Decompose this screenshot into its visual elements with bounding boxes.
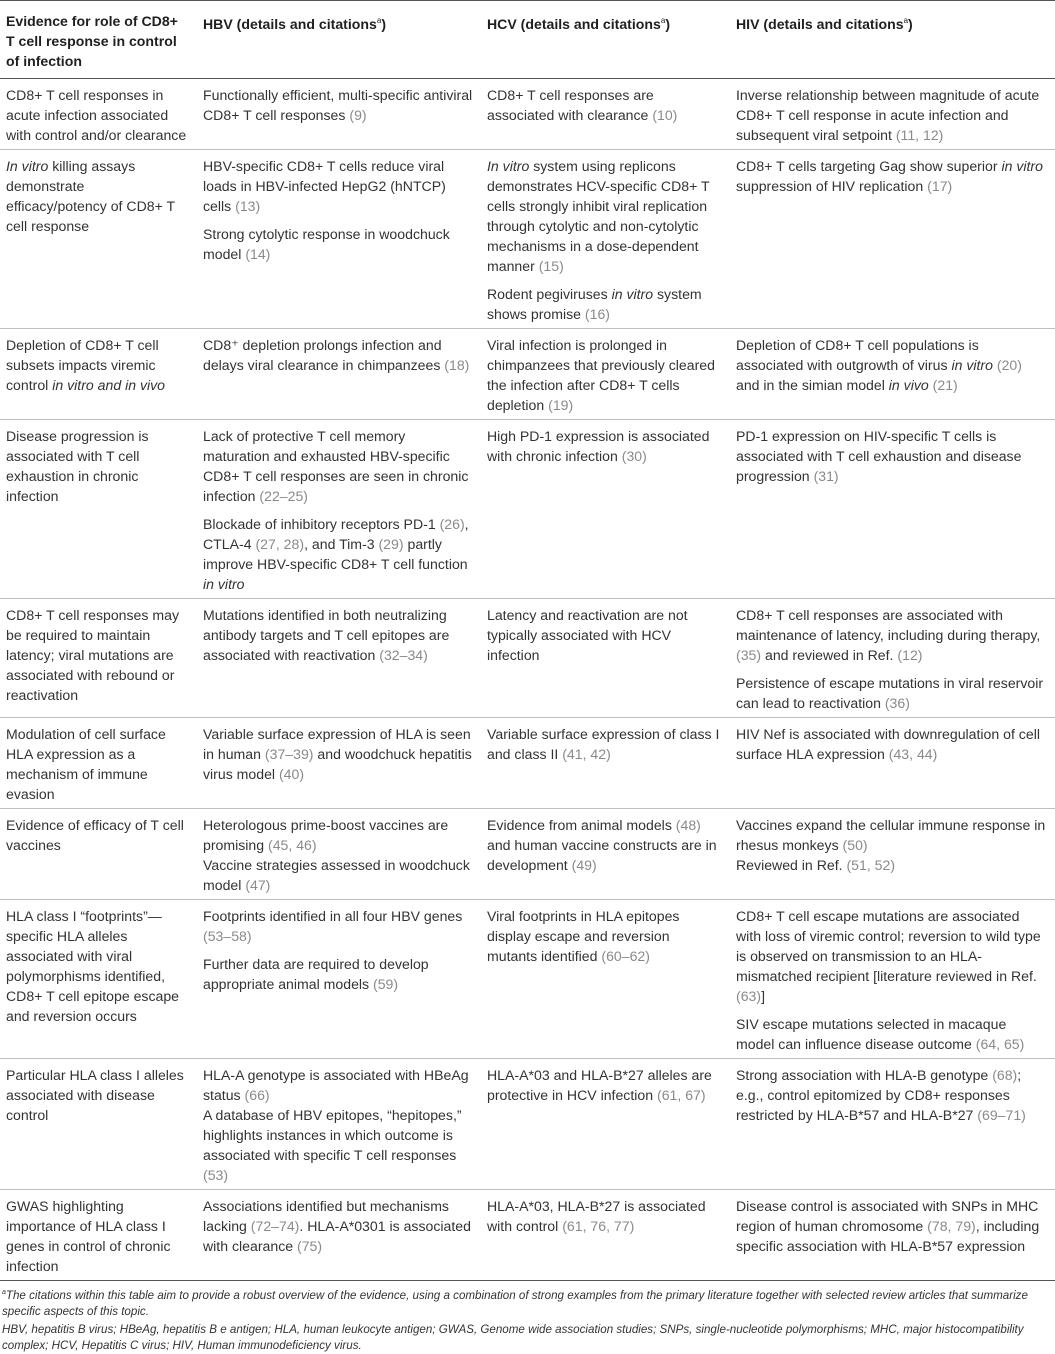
header-hcv-sup: a xyxy=(660,16,666,25)
cell-text: system using replicons demonstrates HCV-specific CD8+ T cells strongly inhibit viral replication through cytolytic and non-cytolytic mechanisms in a dose-dependent manner xyxy=(487,158,710,274)
cell-text: and in the simian model xyxy=(736,377,889,393)
hcv-cell xyxy=(481,150,730,329)
evidence-cell xyxy=(0,1059,197,1190)
header-hiv xyxy=(730,1,1055,79)
hbv-cell xyxy=(197,809,481,900)
hcv-paragraph xyxy=(487,1196,722,1236)
cell-text: HLA-A genotype is associated with HBeAg status xyxy=(203,1067,469,1103)
cell-text: and human vaccine constructs are in development xyxy=(487,837,717,873)
hiv-paragraph xyxy=(736,855,1047,875)
citation-ref: (45, 46) xyxy=(268,837,317,853)
cell-text: Disease control is associated with SNPs in MHC region of human chromosome xyxy=(736,1198,1039,1234)
hbv-paragraph xyxy=(203,605,473,665)
table-row xyxy=(0,79,1055,150)
cell-text: HLA-A*03 and HLA-B*27 alleles are protective in HCV infection xyxy=(487,1067,712,1103)
citation-ref: (20) xyxy=(996,357,1022,373)
citation-ref: (61, 76, 77) xyxy=(562,1218,635,1234)
header-hbv-suffix: ) xyxy=(381,16,387,32)
cell-text: ] xyxy=(761,988,765,1004)
hcv-cell xyxy=(481,1190,730,1281)
hbv-paragraph xyxy=(203,224,473,264)
hiv-paragraph xyxy=(736,724,1047,764)
cell-text: A database of HBV epitopes, “hepitopes,” highlights instances in which outcome is associated with specific T cell responses xyxy=(203,1107,462,1163)
hbv-paragraph xyxy=(203,335,473,375)
citation-ref: (15) xyxy=(538,258,564,274)
citation-ref: (61, 67) xyxy=(657,1087,706,1103)
cell-text: in vitro xyxy=(1001,158,1043,174)
header-row xyxy=(0,1,1055,79)
evidence-paragraph xyxy=(6,906,189,1026)
cell-text: system shows promise xyxy=(487,286,702,322)
hbv-cell xyxy=(197,420,481,599)
hcv-paragraph xyxy=(487,284,722,324)
citation-ref: (14) xyxy=(245,246,271,262)
cell-text: In vitro xyxy=(487,158,530,174)
hiv-paragraph xyxy=(736,906,1047,1006)
cell-text: partly improve HBV-specific CD8+ T cell function xyxy=(203,536,468,572)
evidence-paragraph xyxy=(6,1065,189,1125)
citation-ref: (31) xyxy=(813,468,839,484)
citation-ref: (29) xyxy=(378,536,404,552)
hiv-paragraph xyxy=(736,1065,1047,1125)
header-hbv xyxy=(197,1,481,79)
citation-ref: (9) xyxy=(349,107,367,123)
citation-ref: (60–62) xyxy=(601,948,650,964)
cell-text: , CTLA-4 xyxy=(203,516,469,552)
cell-text: HLA-A*03, HLA-B*27 is associated with control xyxy=(487,1198,706,1234)
hiv-cell xyxy=(730,329,1055,420)
hbv-paragraph xyxy=(203,156,473,216)
citation-ref: (41, 42) xyxy=(562,746,611,762)
table-body xyxy=(0,79,1055,1281)
cell-text: Modulation of cell surface HLA expression as a mechanism of immune evasion xyxy=(6,726,166,802)
hbv-cell xyxy=(197,150,481,329)
citation-ref: (53–58) xyxy=(203,928,252,944)
cell-text: in vitro xyxy=(611,286,654,302)
citation-ref: (50) xyxy=(842,837,868,853)
hcv-paragraph xyxy=(487,724,722,764)
header-hiv-label: HIV (details and citations xyxy=(736,16,904,32)
citation-ref: (63) xyxy=(736,988,762,1004)
cell-text: Blockade of inhibitory receptors PD-1 xyxy=(203,516,440,532)
footnote-abbreviations: HBV, hepatitis B virus; HBeAg, hepatitis B e antigen; HLA, human leukocyte antigen; GWAS, Genome wide association studies; SNPs, single-nucleotide polymorphisms; MHC, major histocompatibility complex; HCV, Hepatitis C virus; HIV, Human immunodeficiency virus. xyxy=(2,1323,1024,1352)
cell-text: Footprints identified in all four HBV genes xyxy=(203,908,463,924)
evidence-cell xyxy=(0,1190,197,1281)
hiv-cell xyxy=(730,1190,1055,1281)
cell-text: In vitro xyxy=(6,158,49,174)
cell-text: in vivo xyxy=(888,377,929,393)
evidence-paragraph xyxy=(6,724,189,804)
cell-text: High PD-1 expression is associated with chronic infection xyxy=(487,428,710,464)
table-row xyxy=(0,718,1055,809)
cell-text: Heterologous prime-boost vaccines are promising xyxy=(203,817,449,853)
citation-ref: (13) xyxy=(235,198,261,214)
hiv-cell xyxy=(730,420,1055,599)
citation-ref: (43, 44) xyxy=(888,746,938,762)
header-hcv xyxy=(481,1,730,79)
hiv-cell xyxy=(730,150,1055,329)
evidence-paragraph xyxy=(6,1196,189,1276)
cell-text: , including specific association with HLA-B*57 expression xyxy=(736,1218,1040,1254)
table-row xyxy=(0,329,1055,420)
hiv-paragraph xyxy=(736,156,1047,196)
hcv-cell xyxy=(481,79,730,150)
hbv-paragraph xyxy=(203,724,473,784)
citation-ref: (40) xyxy=(278,766,305,782)
hiv-paragraph xyxy=(736,426,1047,486)
cell-text: , and Tim-3 xyxy=(304,536,379,552)
cell-text: suppression of HIV replication xyxy=(736,178,928,194)
citation-ref: (16) xyxy=(584,306,610,322)
cell-text: Viral infection is prolonged in chimpanzees that previously cleared the infection after CD8+ T cells depletion xyxy=(487,337,715,413)
cell-text: PD-1 expression on HIV-specific T cells is associated with T cell exhaustion and disease progression xyxy=(736,428,1022,484)
evidence-cell xyxy=(0,79,197,150)
cell-text: and reviewed in Ref. xyxy=(761,647,898,663)
hbv-cell xyxy=(197,599,481,718)
header-hcv-label: HCV (details and citations xyxy=(487,16,661,32)
hiv-paragraph xyxy=(736,605,1047,665)
citation-ref: (30) xyxy=(621,448,647,464)
evidence-cell xyxy=(0,809,197,900)
citation-ref: (27, 28) xyxy=(255,536,305,552)
cell-text: Vaccine strategies assessed in woodchuck model xyxy=(203,857,470,893)
citation-ref: (66) xyxy=(244,1087,270,1103)
cell-text: CD8+ T cell responses are associated with clearance xyxy=(487,87,654,123)
cell-text: Persistence of escape mutations in viral reservoir can lead to reactivation xyxy=(736,675,1044,711)
cell-text: HLA class I “footprints”—specific HLA alleles associated with viral polymorphisms identified, CD8+ T cell epitope escape and reversion occurs xyxy=(6,908,180,1024)
citation-ref: (17) xyxy=(927,178,953,194)
table-row xyxy=(0,900,1055,1059)
cell-text: CD8+ T cell responses are associated with maintenance of latency, including during therapy, xyxy=(736,607,1041,643)
hcv-paragraph xyxy=(487,815,722,875)
hiv-cell xyxy=(730,79,1055,150)
header-hcv-suffix: ) xyxy=(665,16,671,32)
hiv-cell xyxy=(730,900,1055,1059)
citation-ref: (12) xyxy=(897,647,923,663)
cell-text: Variable surface expression of class I and class II xyxy=(487,726,720,762)
header-hiv-suffix: ) xyxy=(908,16,913,32)
cell-text: Functionally efficient, multi-specific antiviral CD8+ T cell responses xyxy=(203,87,473,123)
cell-text: HBV-specific CD8+ T cells reduce viral loads in HBV-infected HepG2 (hNTCP) cells xyxy=(203,158,446,214)
citation-ref: (18) xyxy=(444,357,470,373)
evidence-paragraph xyxy=(6,605,189,705)
cell-text: in vitro xyxy=(203,576,245,592)
citation-ref: (22–25) xyxy=(259,488,308,504)
hbv-cell xyxy=(197,1190,481,1281)
citation-ref: (37–39) xyxy=(264,746,314,762)
citation-ref: (59) xyxy=(373,976,399,992)
hiv-cell xyxy=(730,599,1055,718)
cell-text: Particular HLA class I alleles associated with disease control xyxy=(6,1067,184,1123)
footnote-a xyxy=(2,1285,1049,1320)
table-row xyxy=(0,1059,1055,1190)
cell-text: in vitro xyxy=(951,357,993,373)
hbv-paragraph xyxy=(203,954,473,994)
citation-ref: (51, 52) xyxy=(846,857,896,873)
hcv-cell xyxy=(481,599,730,718)
hbv-paragraph xyxy=(203,855,473,895)
hiv-paragraph xyxy=(736,85,1047,145)
footnote-a-marker: a xyxy=(2,1289,6,1296)
cell-text: Depletion of CD8+ T cell subsets impacts viremic control xyxy=(6,337,159,393)
hbv-cell xyxy=(197,900,481,1059)
hiv-paragraph xyxy=(736,673,1047,713)
citation-ref: (35) xyxy=(736,647,762,663)
citation-ref: (53) xyxy=(203,1167,229,1183)
hcv-cell xyxy=(481,900,730,1059)
citation-ref: (19) xyxy=(548,397,574,413)
cell-text: CD8⁺ depletion prolongs infection and delays viral clearance in chimpanzees xyxy=(203,337,445,373)
citation-ref: (72–74) xyxy=(250,1218,300,1234)
footnote-a-text: The citations within this table aim to provide a robust overview of the evidence, using a combination of strong examples from the primary literature together with selected review articles that summarize specific aspects of this topic. xyxy=(2,1289,1028,1318)
citation-ref: (75) xyxy=(297,1238,323,1254)
hbv-cell xyxy=(197,329,481,420)
table-row xyxy=(0,809,1055,900)
cell-text: Evidence from animal models xyxy=(487,817,676,833)
hcv-paragraph xyxy=(487,335,722,415)
table-row xyxy=(0,1190,1055,1281)
cell-text: Strong cytolytic response in woodchuck model xyxy=(203,226,450,262)
hiv-paragraph xyxy=(736,1196,1047,1256)
cell-text: Reviewed in Ref. xyxy=(736,857,847,873)
citation-ref: (26) xyxy=(439,516,465,532)
citation-ref: (68) xyxy=(992,1067,1018,1083)
hcv-paragraph xyxy=(487,156,722,276)
evidence-paragraph xyxy=(6,426,189,506)
hiv-cell xyxy=(730,718,1055,809)
evidence-paragraph xyxy=(6,85,189,145)
header-evidence-label: Evidence for role of CD8+ T cell response in control of infection xyxy=(6,13,178,69)
evidence-cell xyxy=(0,150,197,329)
cell-text: Variable surface expression of HLA is seen in human xyxy=(203,726,471,762)
table-row xyxy=(0,150,1055,329)
cell-text: Viral footprints in HLA epitopes display escape and reversion mutants identified xyxy=(487,908,680,964)
cell-text: CD8+ T cell responses in acute infection associated with control and/or clearance xyxy=(6,87,187,143)
cell-text: SIV escape mutations selected in macaque model can influence disease outcome xyxy=(736,1016,1007,1052)
cell-text: Mutations identified in both neutralizing antibody targets and T cell epitopes are associated with reactivation xyxy=(203,607,450,663)
cell-text: Strong association with HLA-B genotype xyxy=(736,1067,993,1083)
cell-text: Further data are required to develop appropriate animal models xyxy=(203,956,429,992)
citation-ref: (21) xyxy=(932,377,958,393)
evidence-cell xyxy=(0,718,197,809)
cell-text: Inverse relationship between magnitude of acute CD8+ T cell response in acute infection and subsequent viral setpoint xyxy=(736,87,1040,143)
cell-text: Rodent pegiviruses xyxy=(487,286,612,302)
table-row xyxy=(0,420,1055,599)
cell-text: Disease progression is associated with T cell exhaustion in chronic infection xyxy=(6,428,149,504)
cell-text: GWAS highlighting importance of HLA class I genes in control of chronic infection xyxy=(6,1198,171,1274)
cell-text: Latency and reactivation are not typically associated with HCV infection xyxy=(487,607,688,663)
evidence-paragraph xyxy=(6,815,189,855)
evidence-cell xyxy=(0,329,197,420)
hbv-paragraph xyxy=(203,1105,473,1185)
hiv-paragraph xyxy=(736,1014,1047,1054)
cell-text: CD8+ T cell responses may be required to maintain latency; viral mutations are associated with rebound or reactivation xyxy=(6,607,179,703)
header-hbv-label: HBV (details and citations xyxy=(203,16,377,32)
hbv-cell xyxy=(197,79,481,150)
hbv-paragraph xyxy=(203,906,473,946)
evidence-cell xyxy=(0,900,197,1059)
citation-ref: (10) xyxy=(652,107,678,123)
citation-ref: (36) xyxy=(884,695,910,711)
cell-text: HIV Nef is associated with downregulation of cell surface HLA expression xyxy=(736,726,1040,762)
hcv-paragraph xyxy=(487,605,722,665)
header-evidence xyxy=(0,1,197,79)
hcv-cell xyxy=(481,1059,730,1190)
cell-text: Vaccines expand the cellular immune response in rhesus monkeys xyxy=(736,817,1046,853)
citation-ref: (48) xyxy=(675,817,701,833)
cell-text: Lack of protective T cell memory maturation and exhausted HBV-specific CD8+ T cell responses are seen in chronic infection xyxy=(203,428,469,504)
citation-ref: (78, 79) xyxy=(927,1218,976,1234)
citation-ref: (32–34) xyxy=(379,647,428,663)
header-hbv-sup: a xyxy=(376,16,382,25)
hbv-paragraph xyxy=(203,85,473,125)
hbv-cell xyxy=(197,718,481,809)
cell-text: . HLA-A*0301 is associated with clearance xyxy=(203,1218,471,1254)
citation-ref: (11, 12) xyxy=(895,127,944,143)
citation-ref: (69–71) xyxy=(977,1107,1026,1123)
evidence-cell xyxy=(0,599,197,718)
cell-text: Associations identified but mechanisms lacking xyxy=(203,1198,449,1234)
hcv-paragraph xyxy=(487,426,722,466)
header-hiv-sup: a xyxy=(903,16,909,25)
hiv-paragraph xyxy=(736,335,1047,395)
hiv-cell xyxy=(730,809,1055,900)
hiv-paragraph xyxy=(736,815,1047,855)
citation-ref: (47) xyxy=(245,877,271,893)
table-row xyxy=(0,599,1055,718)
cell-text: ; e.g., control epitomized by CD8+ responses restricted by HLA-B*57 and HLA-B*27 xyxy=(736,1067,1022,1123)
citation-ref: (49) xyxy=(571,857,597,873)
hcv-cell xyxy=(481,809,730,900)
evidence-paragraph xyxy=(6,156,189,236)
cell-text: CD8+ T cell escape mutations are associated with loss of viremic control; reversion to wild type is observed on transmission to an HLA-mismatched recipient [literature reviewed in Ref. xyxy=(736,908,1041,984)
hcv-cell xyxy=(481,718,730,809)
hcv-cell xyxy=(481,420,730,599)
hbv-paragraph xyxy=(203,426,473,506)
cell-text: CD8+ T cells targeting Gag show superior xyxy=(736,158,1002,174)
cell-text: Depletion of CD8+ T cell populations is associated with outgrowth of virus xyxy=(736,337,979,373)
hcv-cell xyxy=(481,329,730,420)
hiv-cell xyxy=(730,1059,1055,1190)
cell-text: in vitro and in vivo xyxy=(52,377,166,393)
hbv-paragraph xyxy=(203,1196,473,1256)
evidence-paragraph xyxy=(6,335,189,395)
hbv-paragraph xyxy=(203,1065,473,1105)
hbv-paragraph xyxy=(203,514,473,594)
evidence-cell xyxy=(0,420,197,599)
hbv-cell xyxy=(197,1059,481,1190)
cell-text: killing assays demonstrate efficacy/potency of CD8+ T cell response xyxy=(6,158,175,234)
cell-text: Evidence of efficacy of T cell vaccines xyxy=(6,817,184,853)
hcv-paragraph xyxy=(487,1065,722,1105)
citation-ref: (64, 65) xyxy=(975,1036,1025,1052)
hbv-paragraph xyxy=(203,815,473,855)
hcv-paragraph xyxy=(487,85,722,125)
cell-text: and woodchuck hepatitis virus model xyxy=(203,746,472,782)
hcv-paragraph xyxy=(487,906,722,966)
table-footnotes xyxy=(0,1281,1055,1354)
